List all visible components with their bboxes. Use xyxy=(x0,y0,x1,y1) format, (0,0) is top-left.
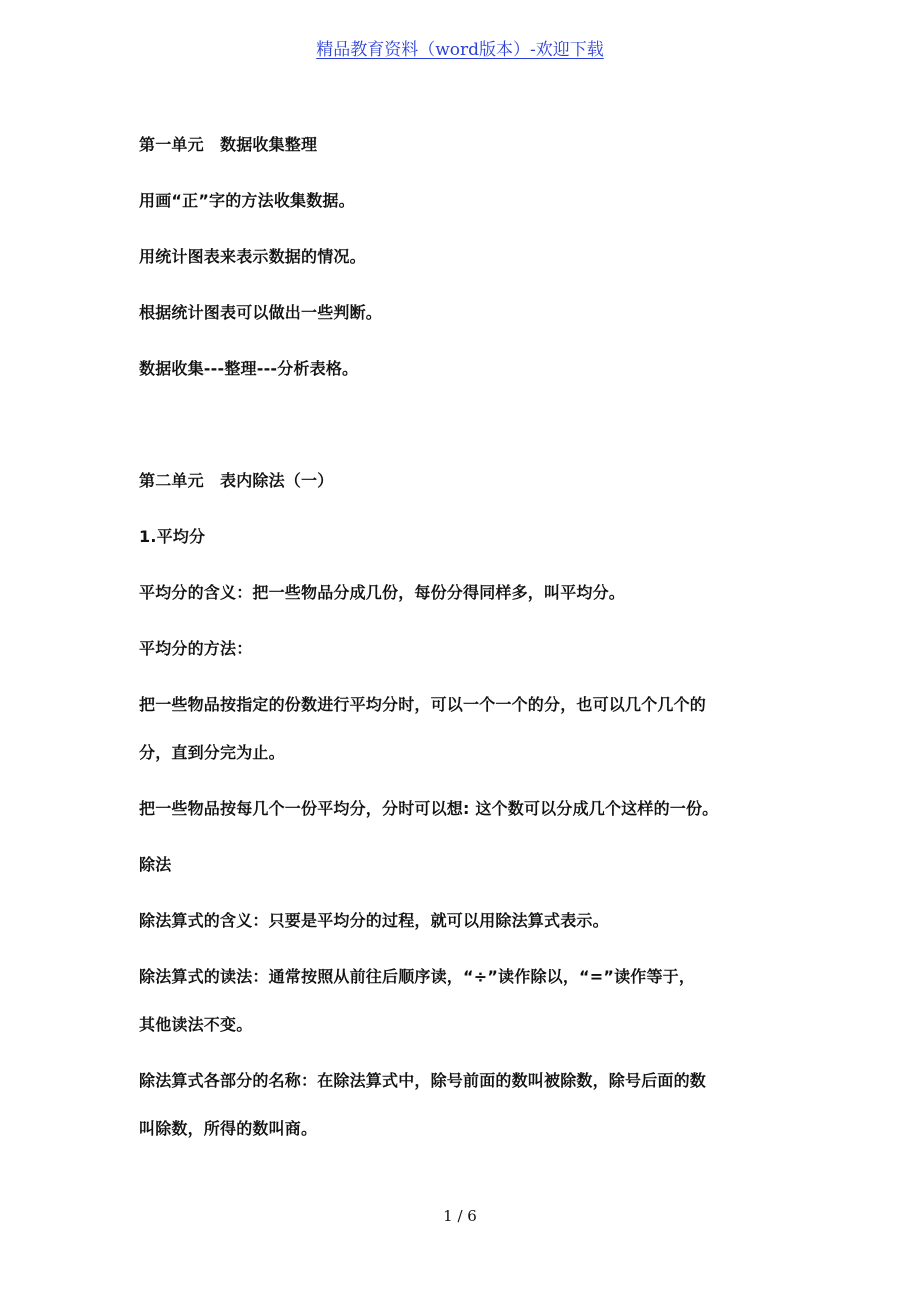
page-number: 1 / 6 xyxy=(443,1207,477,1225)
paragraph: 根据统计图表可以做出一些判断。 xyxy=(139,303,383,322)
section-heading-unit-2: 第二单元 表内除法（一） xyxy=(139,471,334,490)
subheading: 1.平均分 xyxy=(139,527,206,546)
paragraph: 平均分的方法： xyxy=(139,639,253,658)
paragraph: 数据收集---整理---分析表格。 xyxy=(139,359,359,378)
paragraph: 叫除数，所得的数叫商。 xyxy=(139,1119,318,1138)
subheading: 除法 xyxy=(139,855,172,874)
paragraph: 分，直到分完为止。 xyxy=(139,743,285,762)
paragraph: 用画“正”字的方法收集数据。 xyxy=(139,191,355,210)
section-heading-unit-1: 第一单元 数据收集整理 xyxy=(139,135,318,154)
paragraph: 除法算式各部分的名称：在除法算式中，除号前面的数叫被除数，除号后面的数 xyxy=(139,1071,707,1090)
header-link[interactable]: 精品教育资料（word版本）-欢迎下载 xyxy=(316,40,604,60)
paragraph: 除法算式的读法：通常按照从前往后顺序读，“÷”读作除以，“=”读作等于， xyxy=(139,967,696,986)
paragraph: 把一些物品按指定的份数进行平均分时，可以一个一个的分，也可以几个几个的 xyxy=(139,695,707,714)
paragraph: 除法算式的含义：只要是平均分的过程，就可以用除法算式表示。 xyxy=(139,911,609,930)
paragraph: 平均分的含义：把一些物品分成几份，每份分得同样多，叫平均分。 xyxy=(139,583,626,602)
paragraph: 把一些物品按每几个一份平均分，分时可以想: 这个数可以分成几个这样的一份。 xyxy=(139,799,719,818)
paragraph: 其他读法不变。 xyxy=(139,1015,253,1034)
paragraph: 用统计图表来表示数据的情况。 xyxy=(139,247,366,266)
